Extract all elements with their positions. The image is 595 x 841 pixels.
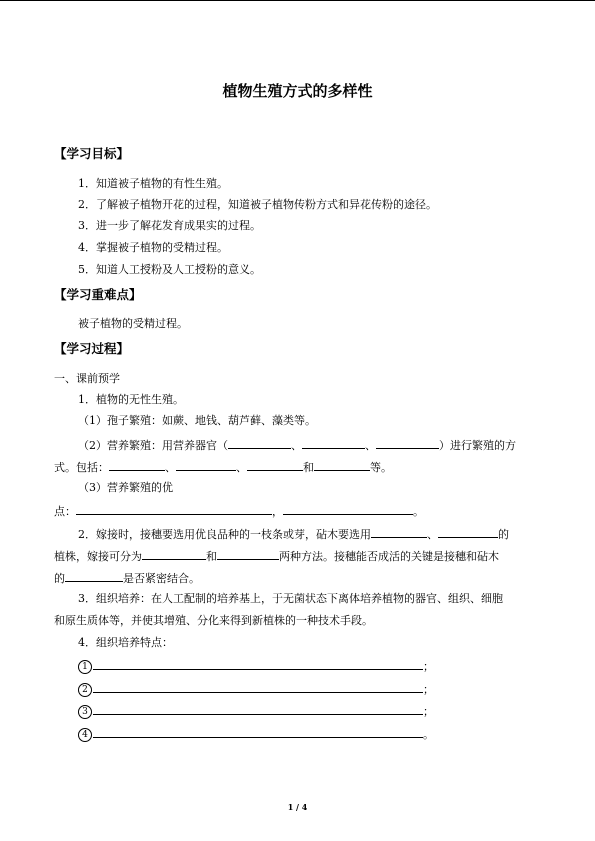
process-item-2-cont (54, 548, 499, 564)
item-2-text: 植株，嫁接可分为 (54, 550, 142, 563)
circled-number: 1 (78, 660, 92, 674)
process-item-2-cont2 (54, 570, 200, 586)
item-1-2-text: 式。包括： (54, 461, 109, 474)
difficulty-heading: 【学习重难点】 (54, 287, 142, 302)
item-2-text: 的 (498, 528, 509, 541)
fill-blank[interactable] (314, 459, 370, 471)
item-2-text: 是否紧密结合。 (123, 572, 200, 585)
process-item-2 (78, 526, 509, 542)
dunhao: 、 (165, 461, 176, 474)
process-item-3: 3．组织培养：在人工配制的培养基上，于无菌状态下离体培养植物的器官、组织、细胞 (78, 592, 503, 605)
fill-blank[interactable] (109, 459, 165, 471)
process-item-1: 1．植物的无性生殖。 (78, 393, 184, 406)
fill-blank[interactable] (217, 548, 279, 560)
item-1-2-text: （2）营养繁殖：用营养器官（ (78, 439, 228, 452)
and-text: 和 (303, 461, 314, 474)
fill-blank[interactable] (93, 681, 423, 693)
period: 。 (423, 728, 434, 741)
process-item-1-3: （3）营养繁殖的优 (78, 481, 173, 494)
semicolon: ； (423, 660, 434, 673)
process-heading: 【学习过程】 (54, 341, 130, 356)
item-2-text: 的 (54, 572, 65, 585)
goal-item: 3．进一步了解花发育成果实的过程。 (78, 219, 261, 232)
fill-blank[interactable] (438, 526, 498, 538)
fill-blank[interactable] (176, 459, 236, 471)
goal-item: 1．知道被子植物的有性生殖。 (78, 177, 228, 190)
page-number: 1 / 4 (287, 802, 308, 812)
fill-blank[interactable] (376, 437, 439, 449)
goal-item: 5．知道人工授粉及人工授粉的意义。 (78, 263, 261, 276)
comma: ， (272, 505, 283, 518)
process-item-3-cont: 和原生质体等，并使其增殖、分化来得到新植株的一种技术手段。 (54, 614, 373, 627)
fill-blank[interactable] (65, 570, 123, 582)
fill-blank[interactable] (228, 437, 291, 449)
and-text: 和 (206, 550, 217, 563)
item-1-2-text: ）进行繁殖的方 (439, 439, 516, 452)
etc-text: 等。 (370, 461, 392, 474)
dunhao: 、 (427, 528, 438, 541)
top-rule (0, 0, 595, 1)
feature-line (78, 726, 434, 742)
feature-line (78, 681, 434, 697)
fill-blank[interactable] (93, 658, 423, 670)
fill-blank[interactable] (371, 526, 427, 538)
dunhao: 、 (236, 461, 247, 474)
goal-item: 4．掌握被子植物的受精过程。 (78, 241, 228, 254)
feature-line (78, 703, 434, 719)
item-1-3-text: 点： (54, 505, 76, 518)
goal-item: 2．了解被子植物开花的过程，知道被子植物传粉方式和异花传粉的途径。 (78, 198, 437, 211)
fill-blank[interactable] (302, 437, 365, 449)
circled-number: 3 (78, 705, 92, 719)
process-item-1-2 (78, 437, 516, 453)
fill-blank[interactable] (283, 503, 413, 515)
process-item-1-2-cont (54, 459, 392, 475)
goals-heading: 【学习目标】 (54, 146, 130, 161)
fill-blank[interactable] (142, 548, 206, 560)
semicolon: ； (423, 705, 434, 718)
fill-blank[interactable] (247, 459, 303, 471)
process-item-1-3-cont (54, 503, 424, 519)
item-2-text: 2．嫁接时，接穗要选用优良品种的一枝条或芽，砧木要选用 (78, 528, 371, 541)
page-title: 植物生殖方式的多样性 (222, 82, 373, 100)
fill-blank[interactable] (93, 726, 423, 738)
fill-blank[interactable] (76, 503, 272, 515)
fill-blank[interactable] (93, 703, 423, 715)
circled-number: 4 (78, 728, 92, 742)
circled-number: 2 (78, 683, 92, 697)
item-2-text: 两种方法。接穗能否成活的关键是接穗和砧木 (279, 550, 499, 563)
dunhao: 、 (291, 439, 302, 452)
process-item-1-1: （1）孢子繁殖：如蕨、地钱、葫芦藓、藻类等。 (78, 414, 316, 427)
feature-line (78, 658, 434, 674)
dunhao: 、 (365, 439, 376, 452)
part1-heading: 一、课前预学 (54, 372, 120, 385)
difficulty-text: 被子植物的受精过程。 (78, 317, 188, 330)
semicolon: ； (423, 683, 434, 696)
period: 。 (413, 505, 424, 518)
process-item-4: 4．组织培养特点： (78, 636, 173, 649)
